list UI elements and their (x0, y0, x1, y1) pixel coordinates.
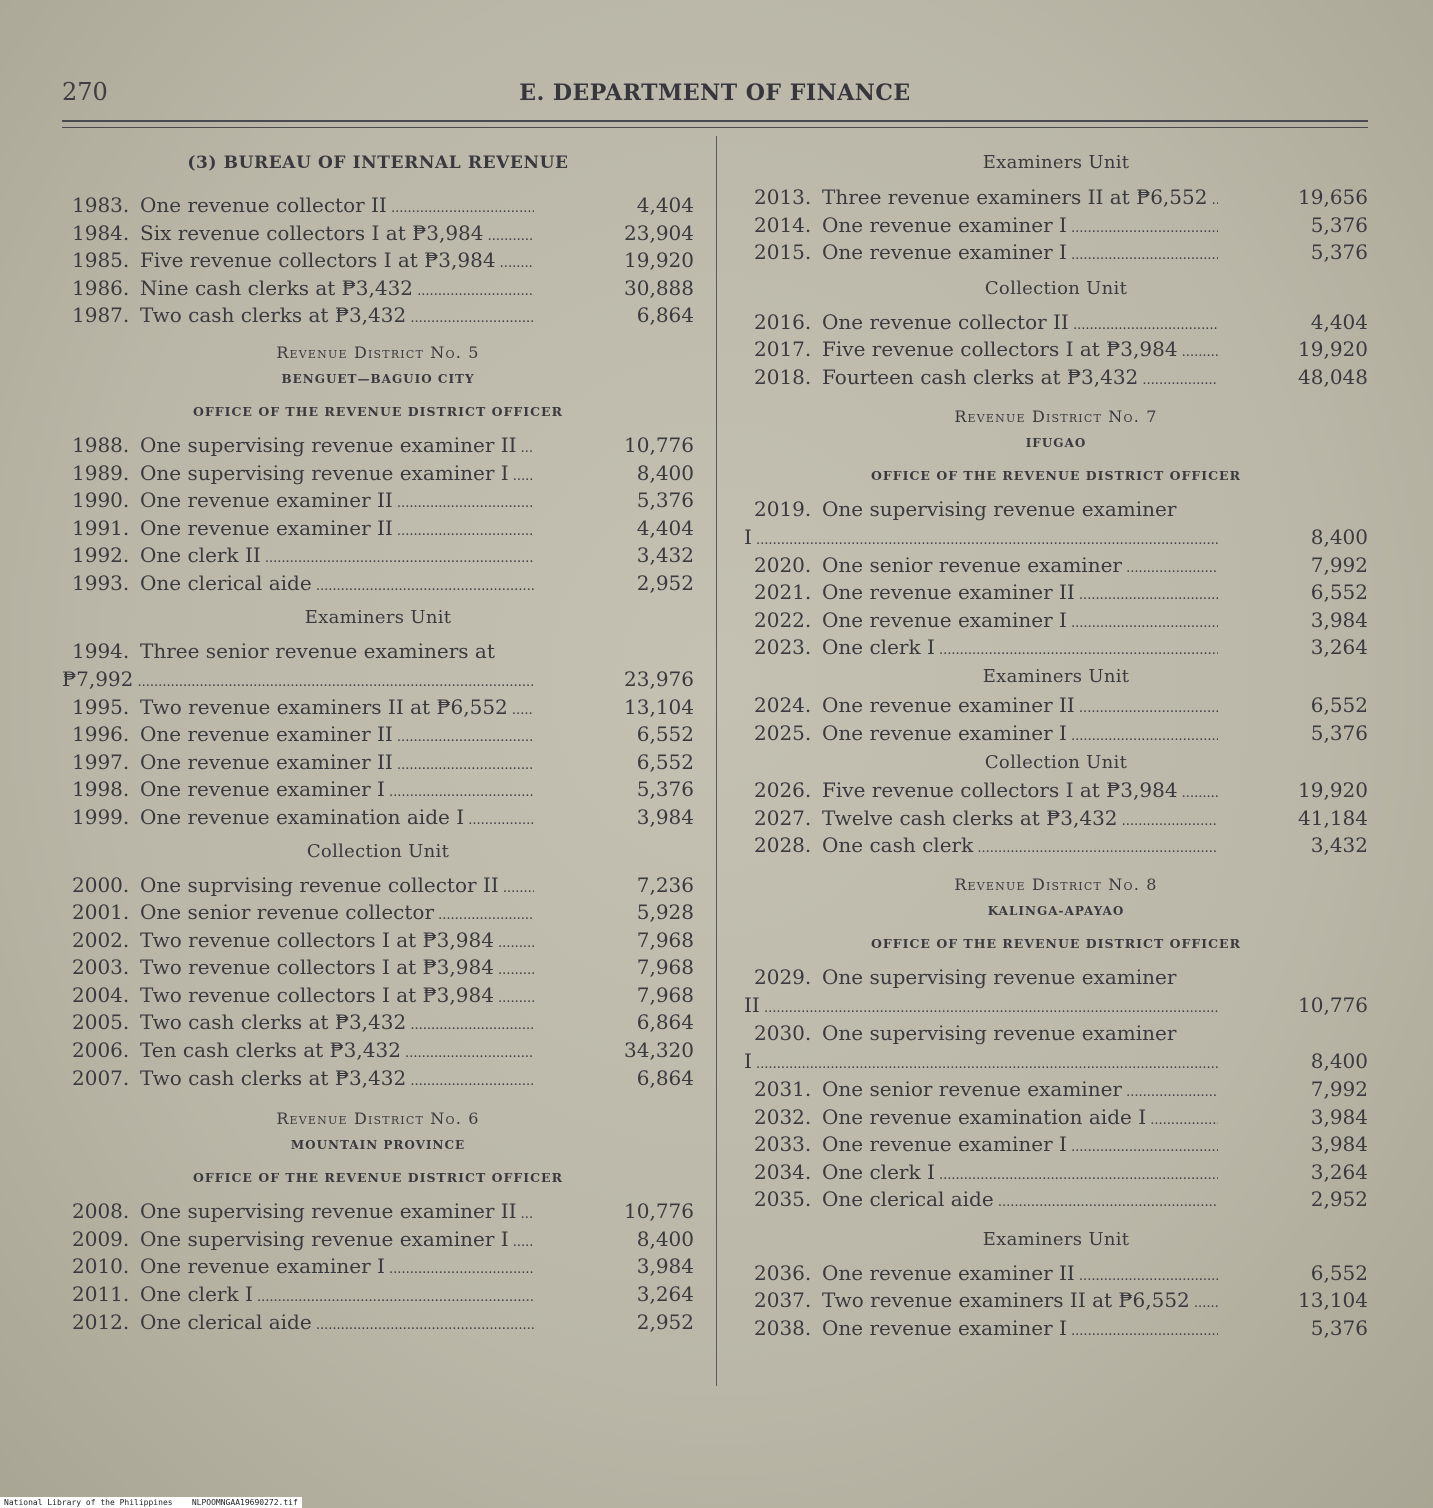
list-item (62, 982, 694, 1010)
item-group (62, 1198, 694, 1336)
item-amount: 6,552 (636, 722, 694, 747)
item-description: Six revenue collectors I at ₱3,984 ..... (140, 220, 534, 251)
item-number: 2007. (72, 1065, 130, 1090)
item-amount: 7,968 (636, 982, 694, 1007)
item-amount: 6,864 (636, 1065, 694, 1090)
list-item (62, 927, 694, 955)
item-description: Two revenue collectors I at ₱3,984 ..... (140, 927, 534, 958)
item-group (62, 432, 694, 598)
item-number: 2008. (72, 1199, 130, 1224)
item-amount: 5,376 (1310, 1316, 1368, 1341)
item-description: One revenue examiner I ..... (822, 1131, 1218, 1162)
office-heading: OFFICE OF THE REVENUE DISTRICT OFFICER (871, 935, 1241, 951)
item-group (744, 184, 1368, 267)
list-item (744, 1020, 1368, 1076)
item-description: One revenue examiner I ..... (822, 607, 1218, 638)
item-number: 2001. (72, 900, 130, 925)
item-number: 2002. (72, 927, 130, 952)
item-number: 2038. (754, 1316, 812, 1341)
item-description: One supervising revenue examiner (822, 964, 1177, 989)
district-subheading: MOUNTAIN PROVINCE (290, 1138, 466, 1153)
item-number: 2009. (72, 1226, 130, 1251)
item-number: 1990. (72, 488, 130, 513)
item-description: One revenue examiner II ..... (140, 749, 534, 780)
item-description: One senior revenue collector ..... (140, 899, 534, 930)
item-number: 2018. (754, 364, 812, 389)
item-number: 2028. (754, 833, 812, 858)
item-group (744, 692, 1368, 747)
item-amount: 5,376 (1310, 212, 1368, 237)
list-item (744, 720, 1368, 748)
item-description: One suprvising revenue collector II ..... (140, 872, 534, 903)
item-description: Two revenue collectors I at ₱3,984 ..... (140, 982, 534, 1013)
item-description-continued: I ..... (744, 1048, 1218, 1079)
item-number: 2011. (72, 1282, 130, 1307)
item-description: One revenue examiner I ..... (140, 1253, 534, 1284)
list-item (62, 1065, 694, 1093)
list-item (744, 239, 1368, 267)
unit-heading: Collection Unit (306, 840, 450, 862)
scan-footer: National Library of the Philippines NLPOOMNGAA19690272.tif (0, 1497, 302, 1508)
item-group (744, 1076, 1368, 1214)
item-description: One senior revenue examiner ..... (822, 552, 1218, 583)
list-item (744, 1287, 1368, 1315)
list-item (62, 749, 694, 777)
right-column (744, 150, 1368, 1343)
list-item (62, 1281, 694, 1309)
list-item (744, 1186, 1368, 1214)
item-number: 2022. (754, 607, 812, 632)
item-amount: 5,376 (636, 488, 694, 513)
header-rule-thin (62, 127, 1368, 128)
item-description: Ten cash clerks at ₱3,432 ..... (140, 1037, 534, 1068)
bureau-heading: (3) BUREAU OF INTERNAL REVENUE (187, 153, 569, 173)
list-item (744, 552, 1368, 580)
item-description: Two revenue examiners II at ₱6,552 ..... (822, 1287, 1218, 1318)
item-description: One revenue examination aide I ..... (822, 1104, 1218, 1135)
item-amount: 5,376 (636, 777, 694, 802)
list-item (744, 777, 1368, 805)
item-amount: 3,264 (636, 1282, 694, 1307)
item-amount: 48,048 (1298, 364, 1368, 389)
item-description: One revenue examiner II ..... (140, 515, 534, 546)
item-number: 2024. (754, 692, 812, 717)
item-description: One revenue examiner I ..... (140, 776, 534, 807)
item-number: 2003. (72, 955, 130, 980)
item-amount: 2,952 (1310, 1187, 1368, 1212)
list-item (744, 364, 1368, 392)
item-amount: 3,984 (1310, 607, 1368, 632)
office-heading: OFFICE OF THE REVENUE DISTRICT OFFICER (193, 403, 563, 419)
item-amount: 23,904 (624, 220, 694, 245)
left-column (62, 150, 694, 1336)
list-item (744, 607, 1368, 635)
item-number: 2015. (754, 240, 812, 265)
item-number: 2036. (754, 1260, 812, 1285)
item-number: 1999. (72, 804, 130, 829)
list-item (62, 694, 694, 722)
list-item (744, 805, 1368, 833)
district-heading: Revenue District No. 5 (276, 342, 480, 362)
item-number: 2013. (754, 185, 812, 209)
item-description: One senior revenue examiner ..... (822, 1076, 1218, 1107)
list-item (62, 432, 694, 460)
list-item (744, 1260, 1368, 1288)
item-description: One supervising revenue examiner II ..... (140, 432, 534, 463)
item-number: 2025. (754, 720, 812, 745)
item-amount: 19,920 (1298, 337, 1368, 362)
item-amount: 6,864 (636, 303, 694, 328)
item-number: 2004. (72, 982, 130, 1007)
item-description: Five revenue collectors I at ₱3,984 ..... (140, 247, 534, 278)
item-description-continued: I ..... (744, 524, 1218, 555)
item-description: One revenue examiner II ..... (822, 692, 1218, 723)
list-item (62, 460, 694, 488)
item-amount: 8,400 (636, 460, 694, 485)
list-item (62, 515, 694, 543)
item-description: One revenue examiner I ..... (822, 720, 1218, 751)
list-item (62, 1226, 694, 1254)
item-description: One revenue examiner II ..... (140, 487, 534, 518)
office-heading: OFFICE OF THE REVENUE DISTRICT OFFICER (193, 1170, 563, 1186)
item-description: One cash clerk ..... (822, 832, 1218, 863)
list-item (744, 1131, 1368, 1159)
item-number: 2031. (754, 1076, 812, 1101)
district-subheading: KALINGA-APAYAO (987, 903, 1125, 918)
item-description: One revenue examiner II ..... (822, 1260, 1218, 1291)
item-amount: 4,404 (636, 515, 694, 540)
item-description: Two revenue examiners II at ₱6,552 ..... (140, 694, 534, 725)
item-description: One clerical aide ..... (822, 1186, 1218, 1217)
list-item (744, 634, 1368, 662)
district-heading: Revenue District No. 8 (954, 874, 1158, 894)
list-item (744, 1104, 1368, 1132)
item-description: One clerk I ..... (822, 634, 1218, 665)
item-description: One revenue examiner II ..... (822, 579, 1218, 610)
item-number: 2005. (72, 1010, 130, 1035)
item-number: 1992. (72, 543, 130, 568)
item-description: One revenue examination aide I ..... (140, 804, 534, 835)
item-amount: 7,968 (636, 927, 694, 952)
item-amount: 30,888 (624, 275, 694, 300)
list-item (744, 1159, 1368, 1187)
item-number: 2026. (754, 778, 812, 803)
item-amount: 3,984 (1310, 1132, 1368, 1157)
item-number: 2016. (754, 309, 812, 334)
item-number: 1984. (72, 220, 130, 245)
item-amount: 4,404 (1310, 309, 1368, 334)
item-number: 1995. (72, 694, 130, 719)
item-amount: 3,984 (636, 1254, 694, 1279)
list-item (744, 692, 1368, 720)
item-amount: 8,400 (1310, 1048, 1368, 1073)
unit-heading: Examiners Unit (304, 606, 452, 628)
district-subheading: IFUGAO (1025, 435, 1087, 450)
list-item (744, 832, 1368, 860)
list-item (62, 542, 694, 570)
list-item (62, 954, 694, 982)
list-item (62, 1037, 694, 1065)
unit-heading: Examiners Unit (982, 1228, 1130, 1250)
item-number: 1993. (72, 570, 130, 595)
item-number: 2032. (754, 1104, 812, 1129)
item-number: 1994. (72, 638, 130, 663)
list-item (744, 309, 1368, 337)
page-number: 270 (62, 78, 108, 106)
item-amount: 19,656 (1298, 185, 1368, 209)
list-item (744, 1315, 1368, 1343)
item-description-continued: II ..... (744, 992, 1218, 1023)
list-item (62, 776, 694, 804)
item-description: Three senior revenue examiners at (140, 638, 495, 663)
item-description: Fourteen cash clerks at ₱3,432 ..... (822, 364, 1218, 395)
list-item (62, 872, 694, 900)
list-item (744, 212, 1368, 240)
list-item (62, 804, 694, 832)
item-amount: 23,976 (624, 666, 694, 691)
item-number: 2037. (754, 1288, 812, 1313)
item-number: 1986. (72, 275, 130, 300)
item-description: One revenue collector II ..... (822, 309, 1218, 340)
item-amount: 6,552 (1310, 1260, 1368, 1285)
item-description: Two cash clerks at ₱3,432 ..... (140, 1009, 534, 1040)
item-description: Two cash clerks at ₱3,432 ..... (140, 302, 534, 333)
district-subheading: BENGUET—BAGUIO CITY (281, 371, 475, 386)
district-heading: Revenue District No. 7 (954, 406, 1158, 426)
item-number: 1985. (72, 248, 130, 273)
item-group (744, 552, 1368, 662)
item-amount: 3,984 (1310, 1104, 1368, 1129)
list-item (744, 184, 1368, 212)
item-description: One revenue examiner I ..... (822, 1315, 1218, 1346)
item-number: 2021. (754, 580, 812, 605)
list-item (62, 302, 694, 330)
item-description: Five revenue collectors I at ₱3,984 ..... (822, 336, 1218, 367)
item-amount: 3,984 (636, 804, 694, 829)
item-number: 2029. (754, 964, 812, 989)
item-amount: 2,952 (636, 570, 694, 595)
list-item (62, 1309, 694, 1337)
item-amount: 8,400 (636, 1226, 694, 1251)
list-item (62, 1198, 694, 1226)
item-description: One clerk I ..... (140, 1281, 534, 1312)
item-amount: 3,432 (1310, 833, 1368, 858)
list-item (62, 1009, 694, 1037)
running-head: E. DEPARTMENT OF FINANCE (519, 80, 911, 106)
item-number: 1991. (72, 515, 130, 540)
item-description: One supervising revenue examiner (822, 496, 1177, 521)
list-item (62, 638, 694, 694)
item-number: 1987. (72, 303, 130, 328)
page-header (62, 78, 1368, 112)
item-description: One supervising revenue examiner I ..... (140, 1226, 534, 1257)
item-group (744, 309, 1368, 392)
column-divider (716, 136, 717, 1386)
list-item (744, 336, 1368, 364)
item-number: 2019. (754, 496, 812, 521)
item-amount: 5,928 (636, 900, 694, 925)
item-number: 1983. (72, 193, 130, 217)
item-number: 1997. (72, 749, 130, 774)
item-number: 2034. (754, 1159, 812, 1184)
item-description: One clerical aide ..... (140, 570, 534, 601)
list-item (62, 1253, 694, 1281)
item-number: 2027. (754, 805, 812, 830)
list-item (62, 570, 694, 598)
item-amount: 3,432 (636, 543, 694, 568)
item-group (62, 192, 694, 330)
item-amount: 6,552 (1310, 580, 1368, 605)
list-item (62, 192, 694, 220)
item-number: 2030. (754, 1020, 812, 1045)
item-group (744, 777, 1368, 860)
item-group (744, 1260, 1368, 1343)
item-amount: 10,776 (1298, 992, 1368, 1017)
item-amount: 5,376 (1310, 240, 1368, 265)
item-description: One revenue examiner I ..... (822, 239, 1218, 270)
item-amount: 13,104 (1298, 1288, 1368, 1313)
item-number: 2012. (72, 1309, 130, 1334)
item-amount: 7,236 (636, 872, 694, 897)
item-description-continued: ₱7,992 ..... (62, 666, 534, 697)
item-amount: 4,404 (636, 193, 694, 217)
item-amount: 6,864 (636, 1010, 694, 1035)
unit-heading: Collection Unit (984, 277, 1128, 299)
item-number: 2010. (72, 1254, 130, 1279)
item-number: 1996. (72, 722, 130, 747)
item-description: Three revenue examiners II at ₱6,552 ..... (822, 184, 1218, 215)
header-rule-thick (62, 120, 1368, 122)
item-description: One revenue examiner II ..... (140, 721, 534, 752)
item-number: 2006. (72, 1038, 130, 1063)
list-item (62, 721, 694, 749)
item-number: 2033. (754, 1132, 812, 1157)
item-number: 2035. (754, 1187, 812, 1212)
item-amount: 5,376 (1310, 720, 1368, 745)
item-amount: 8,400 (1310, 524, 1368, 549)
item-amount: 19,920 (1298, 778, 1368, 803)
item-amount: 2,952 (636, 1309, 694, 1334)
item-amount: 6,552 (1310, 692, 1368, 717)
unit-heading: Examiners Unit (982, 152, 1130, 173)
item-group (62, 872, 694, 1093)
list-item (62, 275, 694, 303)
item-description: One supervising revenue examiner (822, 1020, 1177, 1045)
item-number: 2000. (72, 872, 130, 897)
item-number: 2017. (754, 337, 812, 362)
item-description: One supervising revenue examiner I ..... (140, 460, 534, 491)
list-item (744, 964, 1368, 1020)
list-item (744, 496, 1368, 552)
item-amount: 6,552 (636, 749, 694, 774)
item-group (62, 694, 694, 832)
item-number: 1988. (72, 432, 130, 457)
office-heading: OFFICE OF THE REVENUE DISTRICT OFFICER (871, 467, 1241, 483)
item-description: One clerk I ..... (822, 1159, 1218, 1190)
item-amount: 7,968 (636, 955, 694, 980)
list-item (62, 899, 694, 927)
list-item (744, 1076, 1368, 1104)
item-amount: 41,184 (1298, 805, 1368, 830)
list-item (62, 220, 694, 248)
item-amount: 3,264 (1310, 635, 1368, 660)
district-heading: Revenue District No. 6 (276, 1109, 480, 1129)
list-item (62, 247, 694, 275)
unit-heading: Collection Unit (984, 752, 1128, 774)
item-description: Two revenue collectors I at ₱3,984 ..... (140, 954, 534, 985)
item-description: One clerk II ..... (140, 542, 534, 573)
item-number: 2020. (754, 552, 812, 577)
item-number: 1989. (72, 460, 130, 485)
item-number: 2014. (754, 212, 812, 237)
list-item (744, 579, 1368, 607)
item-description: One revenue examiner I ..... (822, 212, 1218, 243)
list-item (62, 487, 694, 515)
item-amount: 34,320 (624, 1038, 694, 1063)
item-amount: 10,776 (624, 432, 694, 457)
item-number: 1998. (72, 777, 130, 802)
item-description: One clerical aide ..... (140, 1309, 534, 1340)
item-amount: 10,776 (624, 1199, 694, 1224)
item-amount: 3,264 (1310, 1159, 1368, 1184)
item-amount: 13,104 (624, 694, 694, 719)
item-description: One supervising revenue examiner II ..... (140, 1198, 534, 1229)
item-amount: 19,920 (624, 248, 694, 273)
item-description: Two cash clerks at ₱3,432 ..... (140, 1065, 534, 1096)
item-description: Nine cash clerks at ₱3,432 ..... (140, 275, 534, 306)
unit-heading: Examiners Unit (982, 665, 1130, 687)
item-number: 2023. (754, 635, 812, 660)
item-amount: 7,992 (1310, 552, 1368, 577)
item-description: Twelve cash clerks at ₱3,432 ..... (822, 805, 1218, 836)
item-description: Five revenue collectors I at ₱3,984 ..... (822, 777, 1218, 808)
item-amount: 7,992 (1310, 1076, 1368, 1101)
item-description: One revenue collector II ..... (140, 192, 534, 223)
